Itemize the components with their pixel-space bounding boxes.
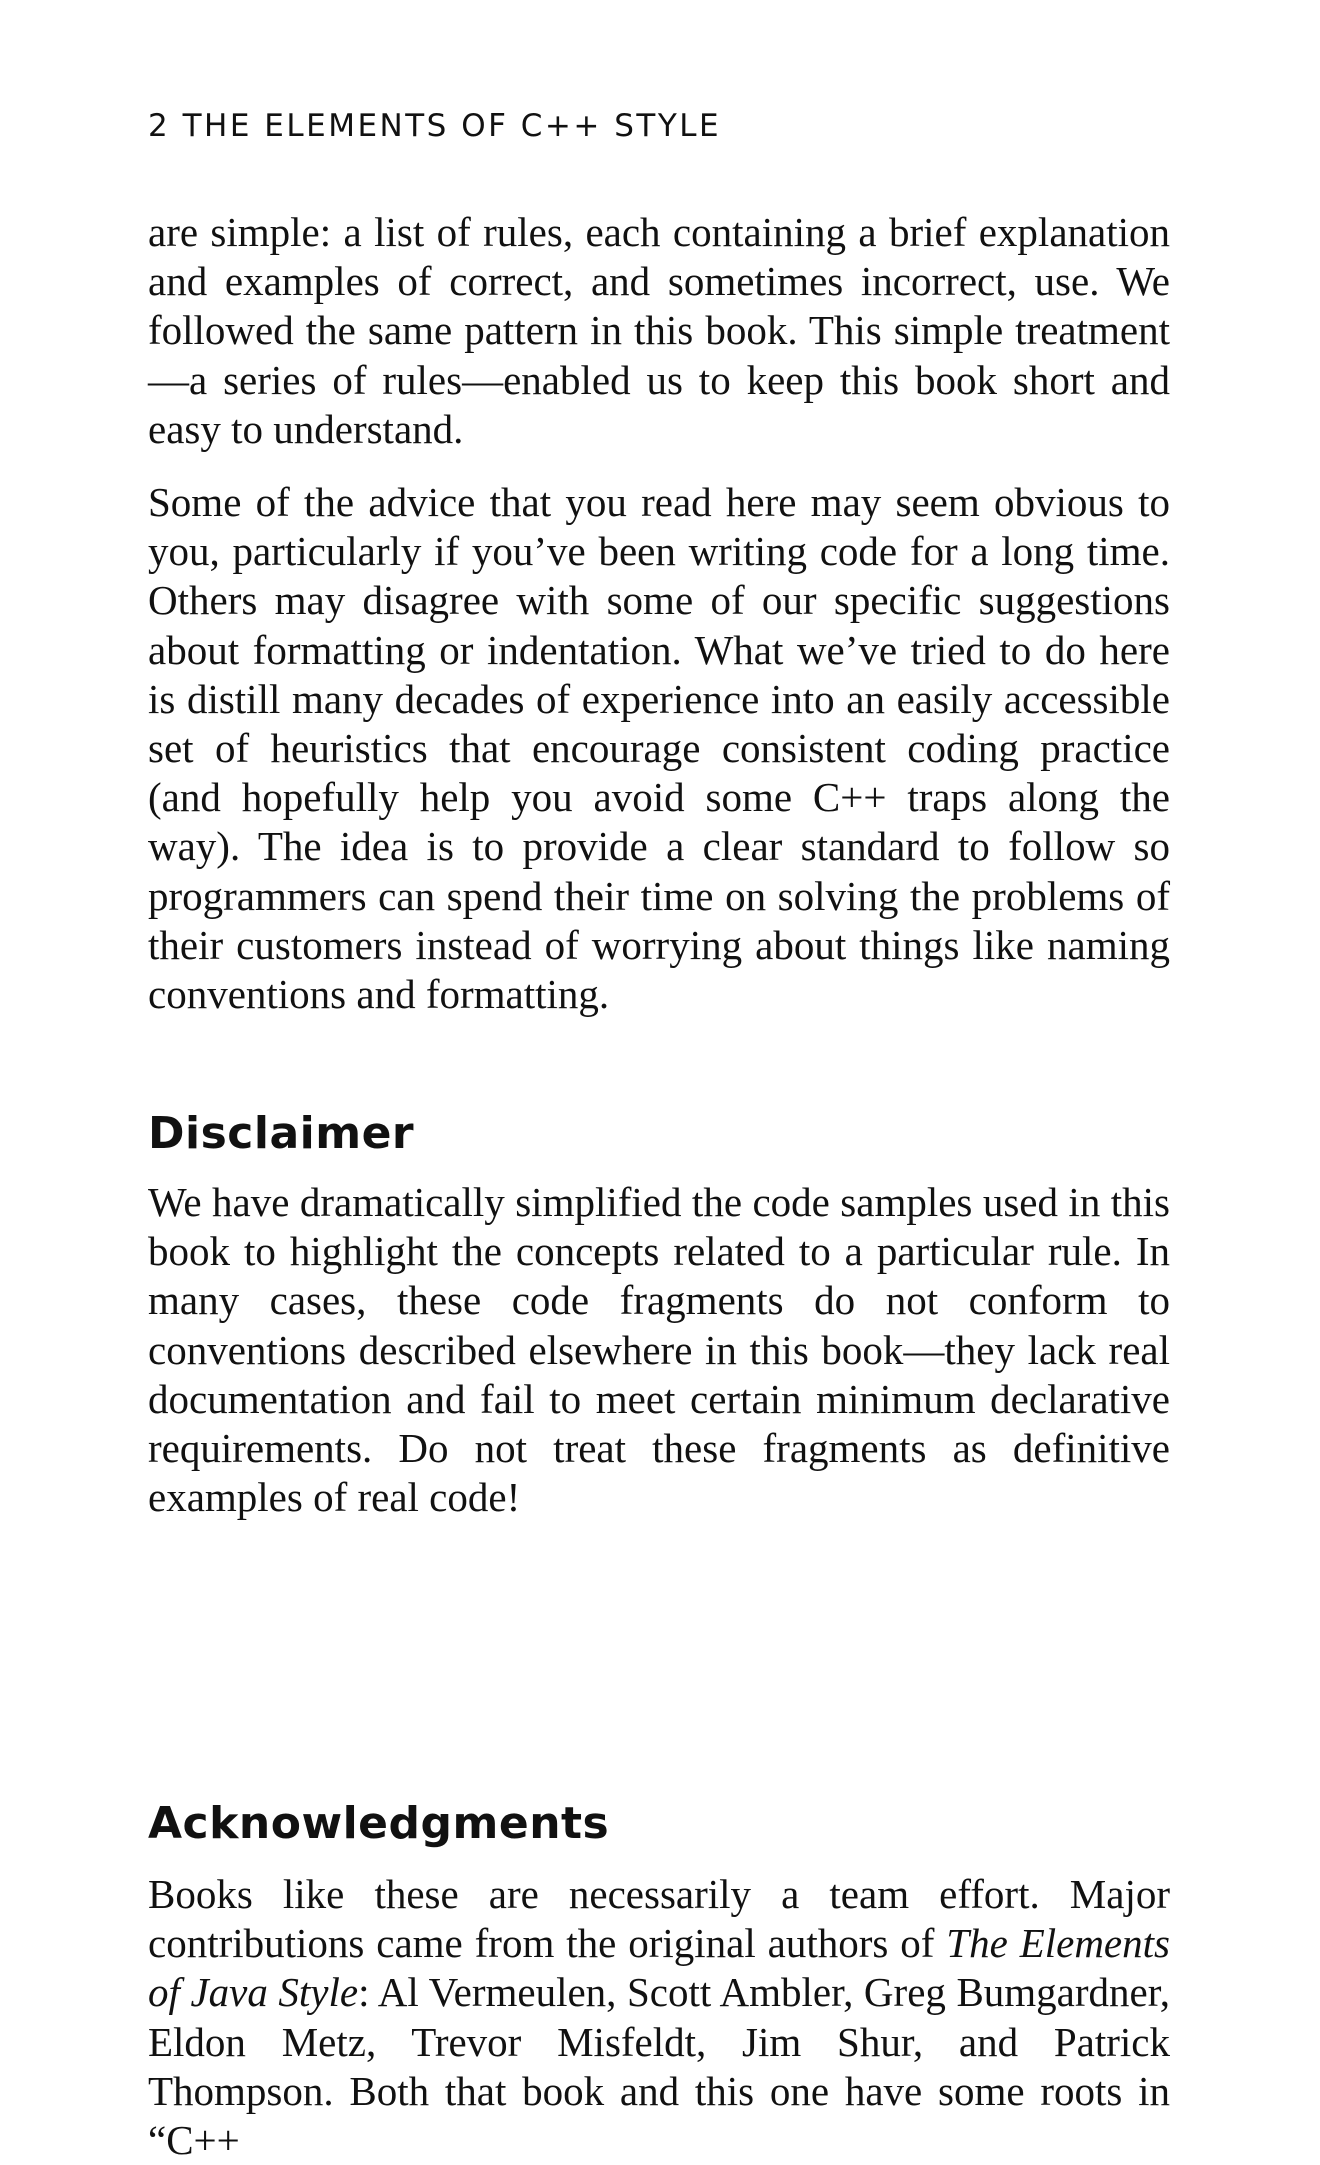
section-heading-acknowledgments: Acknowledgments (148, 1798, 610, 1849)
paragraph-intro-continued: are simple: a list of rules, each containing a brief explanation and examples of correct, and sometimes incorrect, use. We followed the same pattern in this book. This simple treatment—a series of rules—enabled us to keep this book short and easy to understand. (148, 209, 1170, 452)
paragraph-advice: Some of the advice that you read here may seem obvious to you, particularly if you’ve been writing code for a long time. Others may disagree with some of our specific suggestions about formatting or indentation. What we’ve tried to do here is distill many decades of experience into an easily accessible set of heuristics that encourage consistent coding practice (and hopefully help you avoid some C++ traps along the way). The idea is to provide a clear standard to follow so programmers can spend their time on solving the problems of their customers instead of worrying about things like naming conventions and formatting. (148, 479, 1170, 1018)
paragraph-acknowledgments (148, 1870, 1170, 2165)
ack-text-before-title: Books like these are necessarily a team effort. Major contributions came from the original authors of (148, 1871, 1170, 1967)
paragraph-disclaimer: We have dramatically simplified the code samples used in this book to highlight the concepts related to a particular rule. In many cases, these code fragments do not conform to conventions described elsewhere in this book—they lack real documentation and fail to meet certain minimum declarative requirements. Do not treat these fragments as definitive examples of real code! (148, 1179, 1170, 1521)
book-title: The Elements of Java Style (148, 1920, 1170, 2016)
ack-text-after-title: : Al Vermeulen, Scott Ambler, Greg Bumgardner, Eldon Metz, Trevor Misfeldt, Jim Shur, and Patrick Thompson. Both that book and this one have some roots in “C++ (148, 1969, 1170, 2164)
running-head: 2 THE ELEMENTS OF C++ STYLE (148, 108, 722, 144)
section-heading-disclaimer: Disclaimer (148, 1108, 415, 1159)
